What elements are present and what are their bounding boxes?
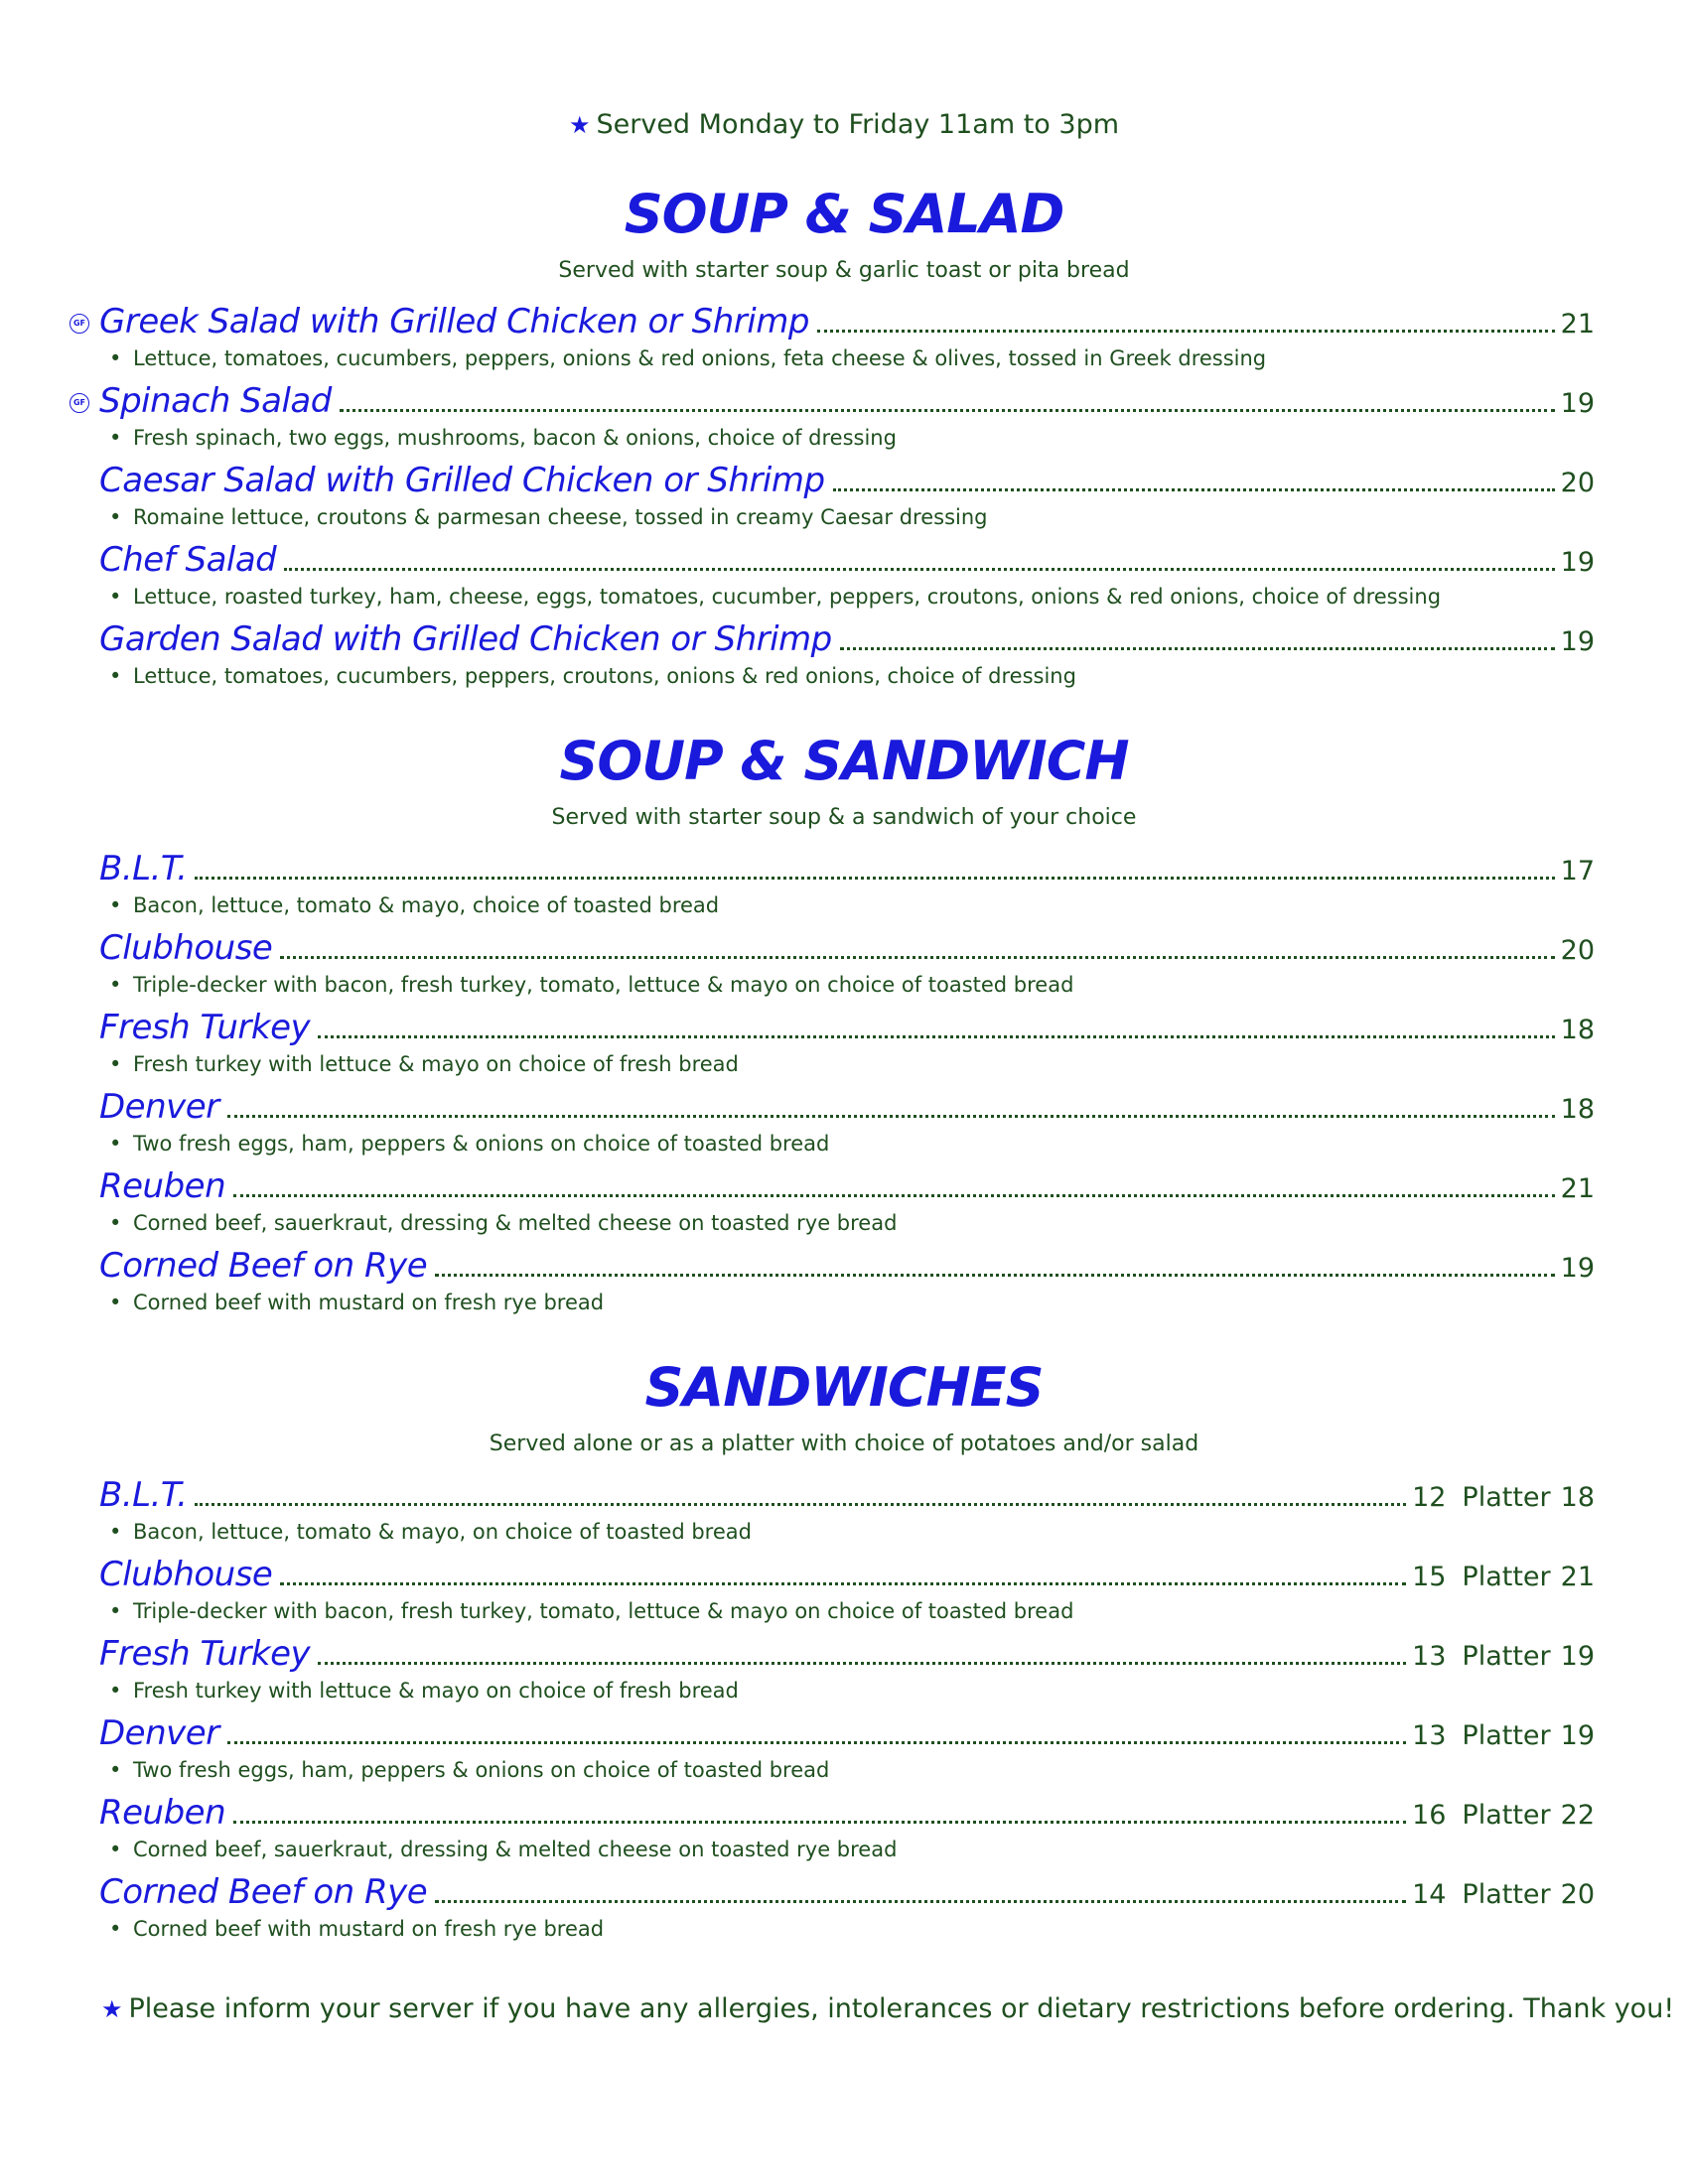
item-description-text: Romaine lettuce, croutons & parmesan cheese, tossed in creamy Caesar dressing bbox=[133, 505, 988, 529]
menu-item bbox=[0, 1160, 1688, 1240]
allergy-note-text: Please inform your server if you have any allergies, intolerances or dietary restrictions before ordering. Thank you! bbox=[128, 1993, 1675, 2024]
item-description bbox=[109, 425, 897, 451]
item-name: B.L.T. bbox=[99, 849, 188, 888]
platter-price: 21 bbox=[1560, 1562, 1595, 1592]
item-name: Clubhouse bbox=[99, 928, 273, 968]
hours-note bbox=[0, 109, 1688, 140]
dot-leader bbox=[435, 1273, 1555, 1277]
platter-price: 19 bbox=[1560, 1720, 1595, 1751]
item-price: 19 bbox=[1560, 547, 1595, 578]
item-price: 19 bbox=[1560, 626, 1595, 657]
dot-leader bbox=[227, 1114, 1555, 1118]
menu-item bbox=[0, 1081, 1688, 1160]
star-icon: ★ bbox=[568, 111, 591, 139]
item-name: Garden Salad with Grilled Chicken or Shrimp bbox=[99, 619, 832, 659]
item-description bbox=[109, 1210, 897, 1236]
bullet-icon: • bbox=[109, 1838, 122, 1861]
menu-item bbox=[0, 375, 1688, 455]
section-subtitle: Served with starter soup & a sandwich of your choice bbox=[551, 805, 1137, 830]
item-description-text: Two fresh eggs, ham, peppers & onions on choice of toasted bread bbox=[133, 1758, 830, 1782]
platter-price: 18 bbox=[1560, 1482, 1595, 1513]
menu-item bbox=[0, 1787, 1688, 1866]
item-description bbox=[109, 972, 1073, 998]
bullet-icon: • bbox=[109, 973, 122, 997]
dot-leader bbox=[435, 1899, 1406, 1903]
bullet-icon: • bbox=[109, 893, 122, 917]
item-name: Fresh Turkey bbox=[99, 1008, 311, 1047]
section-subtitle: Served alone or as a platter with choice of potatoes and/or salad bbox=[489, 1432, 1199, 1456]
item-list bbox=[0, 296, 1688, 693]
platter-label: Platter bbox=[1462, 1879, 1551, 1910]
menu-item bbox=[0, 1240, 1688, 1319]
dot-leader bbox=[280, 955, 1554, 959]
item-description-text: Lettuce, tomatoes, cucumbers, peppers, croutons, onions & red onions, choice of dressing bbox=[133, 664, 1076, 688]
item-description-text: Triple-decker with bacon, fresh turkey, tomato, lettuce & mayo on choice of toasted bread bbox=[133, 973, 1074, 997]
bullet-icon: • bbox=[109, 1599, 122, 1623]
section-soup-salad bbox=[0, 185, 1688, 693]
section-title: SOUP & SALAD bbox=[624, 183, 1064, 245]
item-name: Corned Beef on Rye bbox=[99, 1872, 428, 1912]
menu-item bbox=[0, 843, 1688, 922]
item-price: 15 bbox=[1412, 1562, 1447, 1592]
bullet-icon: • bbox=[109, 505, 122, 529]
section-soup-sandwich bbox=[0, 732, 1688, 1319]
dot-leader bbox=[233, 1193, 1555, 1197]
bullet-icon: • bbox=[109, 1211, 122, 1235]
item-description bbox=[109, 663, 1076, 689]
section-title: SANDWICHES bbox=[644, 1356, 1044, 1419]
dot-leader bbox=[840, 646, 1555, 650]
dot-leader bbox=[233, 1820, 1406, 1824]
bullet-icon: • bbox=[109, 1520, 122, 1544]
menu-item bbox=[0, 1707, 1688, 1787]
item-name: Clubhouse bbox=[99, 1555, 273, 1594]
platter-price: 19 bbox=[1560, 1641, 1595, 1672]
item-name: Fresh Turkey bbox=[99, 1634, 311, 1674]
item-description bbox=[109, 1131, 829, 1157]
platter-label: Platter bbox=[1462, 1641, 1551, 1672]
dot-leader bbox=[833, 487, 1555, 491]
item-name: B.L.T. bbox=[99, 1475, 188, 1515]
item-price: 14 bbox=[1412, 1879, 1447, 1910]
menu-item bbox=[0, 1628, 1688, 1707]
item-description bbox=[109, 1678, 739, 1704]
platter-label: Platter bbox=[1462, 1482, 1551, 1513]
item-description-text: Fresh spinach, two eggs, mushrooms, bacon & onions, choice of dressing bbox=[133, 426, 897, 450]
item-name: Reuben bbox=[99, 1793, 226, 1833]
item-name: Caesar Salad with Grilled Chicken or Shrimp bbox=[99, 461, 825, 500]
section-sandwiches bbox=[0, 1358, 1688, 1946]
section-title: SOUP & SANDWICH bbox=[559, 730, 1129, 792]
menu-item bbox=[0, 614, 1688, 693]
dot-leader bbox=[280, 1581, 1406, 1585]
item-description-text: Corned beef, sauerkraut, dressing & melted cheese on toasted rye bread bbox=[133, 1211, 898, 1235]
item-name: Denver bbox=[99, 1087, 219, 1127]
gluten-free-icon: GF bbox=[70, 393, 89, 413]
item-description-text: Bacon, lettuce, tomato & mayo, choice of toasted bread bbox=[133, 893, 720, 917]
menu-item bbox=[0, 1469, 1688, 1549]
item-price: 19 bbox=[1560, 388, 1595, 419]
item-name: Denver bbox=[99, 1713, 219, 1753]
item-description-text: Triple-decker with bacon, fresh turkey, tomato, lettuce & mayo on choice of toasted bread bbox=[133, 1599, 1074, 1623]
platter-price: 20 bbox=[1560, 1879, 1595, 1910]
item-list bbox=[0, 843, 1688, 1319]
item-description bbox=[109, 1519, 752, 1545]
dot-leader bbox=[284, 567, 1554, 571]
item-description-text: Lettuce, roasted turkey, ham, cheese, eggs, tomatoes, cucumber, peppers, croutons, onions & red onions, choice of dressing bbox=[133, 585, 1442, 609]
item-description bbox=[109, 1757, 829, 1783]
item-price: 20 bbox=[1560, 468, 1595, 498]
bullet-icon: • bbox=[109, 346, 122, 370]
item-price: 21 bbox=[1560, 309, 1595, 340]
item-price: 17 bbox=[1560, 856, 1595, 887]
item-description-text: Bacon, lettuce, tomato & mayo, on choice of toasted bread bbox=[133, 1520, 752, 1544]
menu-item bbox=[0, 922, 1688, 1002]
item-description-text: Fresh turkey with lettuce & mayo on choice of fresh bread bbox=[133, 1052, 739, 1076]
menu-item bbox=[0, 1549, 1688, 1628]
platter-label: Platter bbox=[1462, 1562, 1551, 1592]
item-list bbox=[0, 1469, 1688, 1946]
hours-text: Served Monday to Friday 11am to 3pm bbox=[596, 109, 1120, 140]
item-description bbox=[109, 1598, 1073, 1624]
gluten-free-icon: GF bbox=[70, 314, 89, 334]
bullet-icon: • bbox=[109, 1132, 122, 1156]
item-description bbox=[109, 892, 719, 918]
item-description-text: Corned beef with mustard on fresh rye bread bbox=[133, 1917, 605, 1941]
item-description bbox=[109, 345, 1266, 371]
section-subtitle: Served with starter soup & garlic toast or pita bread bbox=[558, 258, 1130, 283]
dot-leader bbox=[227, 1740, 1406, 1744]
item-name: Reuben bbox=[99, 1166, 226, 1206]
star-icon: ★ bbox=[101, 1995, 123, 2023]
menu-item bbox=[0, 1866, 1688, 1946]
dot-leader bbox=[340, 408, 1555, 412]
item-name: Spinach Salad bbox=[99, 381, 332, 421]
bullet-icon: • bbox=[109, 1291, 122, 1314]
bullet-icon: • bbox=[109, 1679, 122, 1703]
item-price: 20 bbox=[1560, 935, 1595, 966]
menu-item bbox=[0, 1002, 1688, 1081]
allergy-note bbox=[101, 1993, 1674, 2024]
item-description-text: Lettuce, tomatoes, cucumbers, peppers, onions & red onions, feta cheese & olives, tossed in Greek dressing bbox=[133, 346, 1267, 370]
item-description bbox=[109, 1051, 739, 1077]
platter-label: Platter bbox=[1462, 1720, 1551, 1751]
item-description bbox=[109, 1916, 604, 1942]
item-description bbox=[109, 504, 988, 530]
item-name: Corned Beef on Rye bbox=[99, 1246, 428, 1286]
dot-leader bbox=[318, 1034, 1555, 1038]
item-name: Chef Salad bbox=[99, 540, 277, 580]
platter-price: 22 bbox=[1560, 1800, 1595, 1831]
item-description-text: Fresh turkey with lettuce & mayo on choice of fresh bread bbox=[133, 1679, 739, 1703]
item-price: 13 bbox=[1412, 1720, 1447, 1751]
item-description bbox=[109, 584, 1441, 610]
bullet-icon: • bbox=[109, 1758, 122, 1782]
item-price: 18 bbox=[1560, 1015, 1595, 1045]
item-price: 18 bbox=[1560, 1094, 1595, 1125]
item-description bbox=[109, 1837, 897, 1862]
item-price: 16 bbox=[1412, 1800, 1447, 1831]
item-price: 21 bbox=[1560, 1173, 1595, 1204]
menu-item bbox=[0, 455, 1688, 534]
dot-leader bbox=[195, 876, 1554, 880]
item-price: 13 bbox=[1412, 1641, 1447, 1672]
menu-item bbox=[0, 534, 1688, 614]
item-description-text: Corned beef, sauerkraut, dressing & melted cheese on toasted rye bread bbox=[133, 1838, 898, 1861]
item-description-text: Corned beef with mustard on fresh rye bread bbox=[133, 1291, 605, 1314]
dot-leader bbox=[817, 329, 1555, 333]
item-price: 12 bbox=[1412, 1482, 1447, 1513]
bullet-icon: • bbox=[109, 1917, 122, 1941]
bullet-icon: • bbox=[109, 1052, 122, 1076]
dot-leader bbox=[318, 1661, 1406, 1665]
item-price: 19 bbox=[1560, 1253, 1595, 1284]
dot-leader bbox=[195, 1502, 1406, 1506]
bullet-icon: • bbox=[109, 426, 122, 450]
platter-label: Platter bbox=[1462, 1800, 1551, 1831]
item-name: Greek Salad with Grilled Chicken or Shrimp bbox=[99, 302, 809, 341]
bullet-icon: • bbox=[109, 664, 122, 688]
item-description-text: Two fresh eggs, ham, peppers & onions on choice of toasted bread bbox=[133, 1132, 830, 1156]
bullet-icon: • bbox=[109, 585, 122, 609]
menu-item bbox=[0, 296, 1688, 375]
item-description bbox=[109, 1290, 604, 1315]
